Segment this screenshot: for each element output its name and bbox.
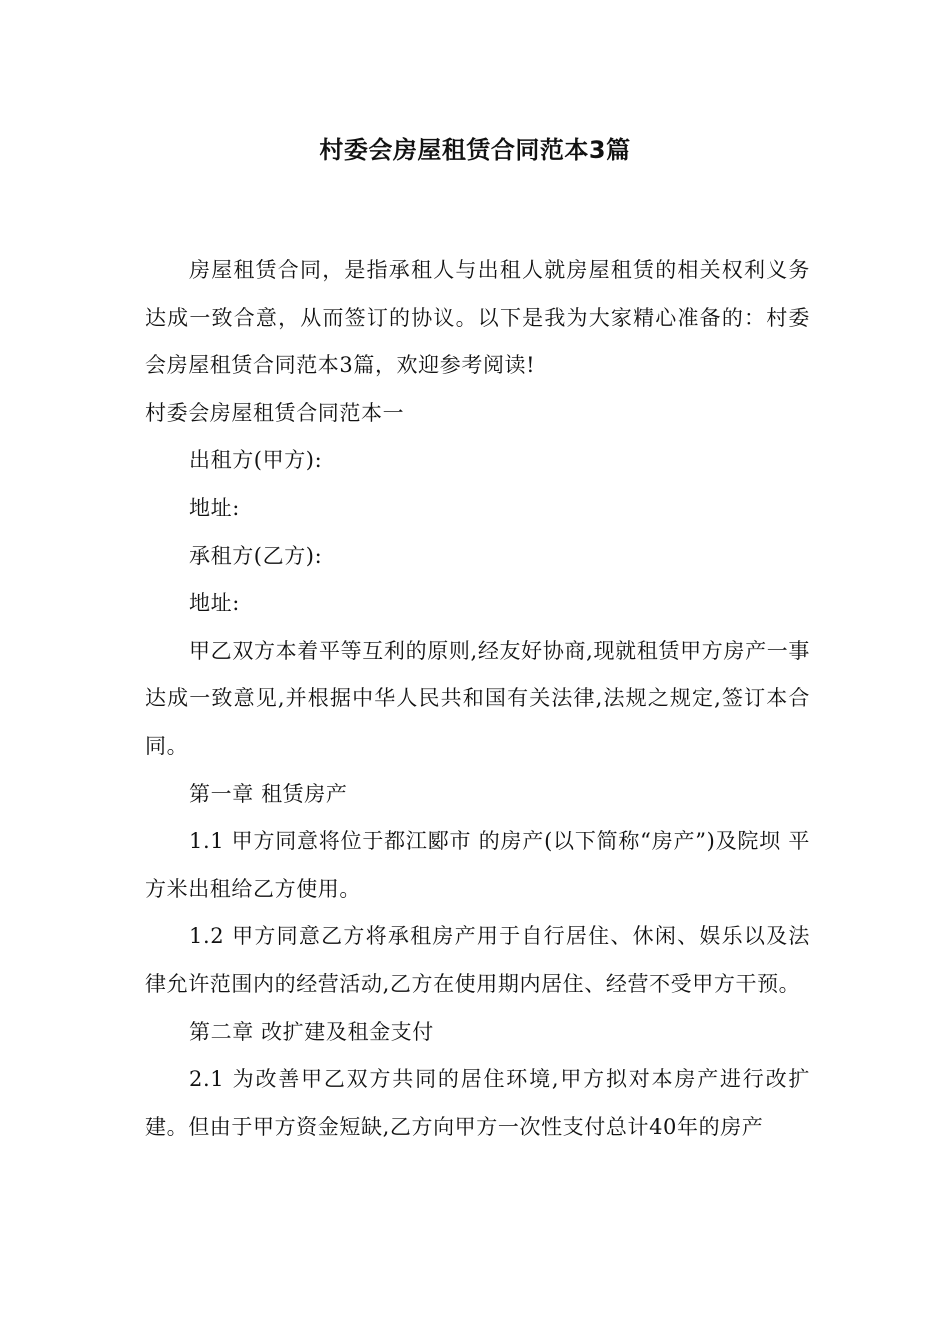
document-body	[145, 247, 810, 1151]
intro-paragraph: 房屋租赁合同，是指承租人与出租人就房屋租赁的相关权利义务达成一致合意，从而签订的协议。以下是我为大家精心准备的：村委会房屋租赁合同范本3篇，欢迎参考阅读!	[145, 258, 810, 378]
lessee-address-field: 地址:	[189, 591, 240, 616]
document-title: 村委会房屋租赁合同范本3篇	[319, 136, 631, 164]
clause-1-2: 1.2 甲方同意乙方将承租房产用于自行居住、休闲、娱乐以及法律允许范围内的经营活动,乙方在使用期内居住、经营不受甲方干预。	[145, 924, 810, 996]
clause-1-1: 1.1 甲方同意将位于都江郾市 的房产(以下简称“房产”)及院坝 平方米出租给乙方使用。	[145, 829, 810, 901]
lessee-field: 承租方(乙方):	[189, 543, 323, 568]
clause-2-1: 2.1 为改善甲乙双方共同的居住环境,甲方拟对本房产进行改扩建。但由于甲方资金短缺,乙方向甲方一次性支付总计40年的房产	[145, 1067, 810, 1139]
chapter-one-heading: 第一章 租赁房产	[189, 781, 348, 806]
lessor-address-field: 地址:	[189, 495, 240, 520]
section-heading-sample-one: 村委会房屋租赁合同范本一	[145, 400, 405, 425]
lessor-field: 出租方(甲方):	[189, 448, 323, 473]
preamble-paragraph: 甲乙双方本着平等互利的原则,经友好协商,现就租赁甲方房产一事达成一致意见,并根据中华人民共和国有关法律,法规之规定,签订本合同。	[145, 638, 810, 758]
chapter-two-heading: 第二章 改扩建及租金支付	[189, 1019, 434, 1044]
